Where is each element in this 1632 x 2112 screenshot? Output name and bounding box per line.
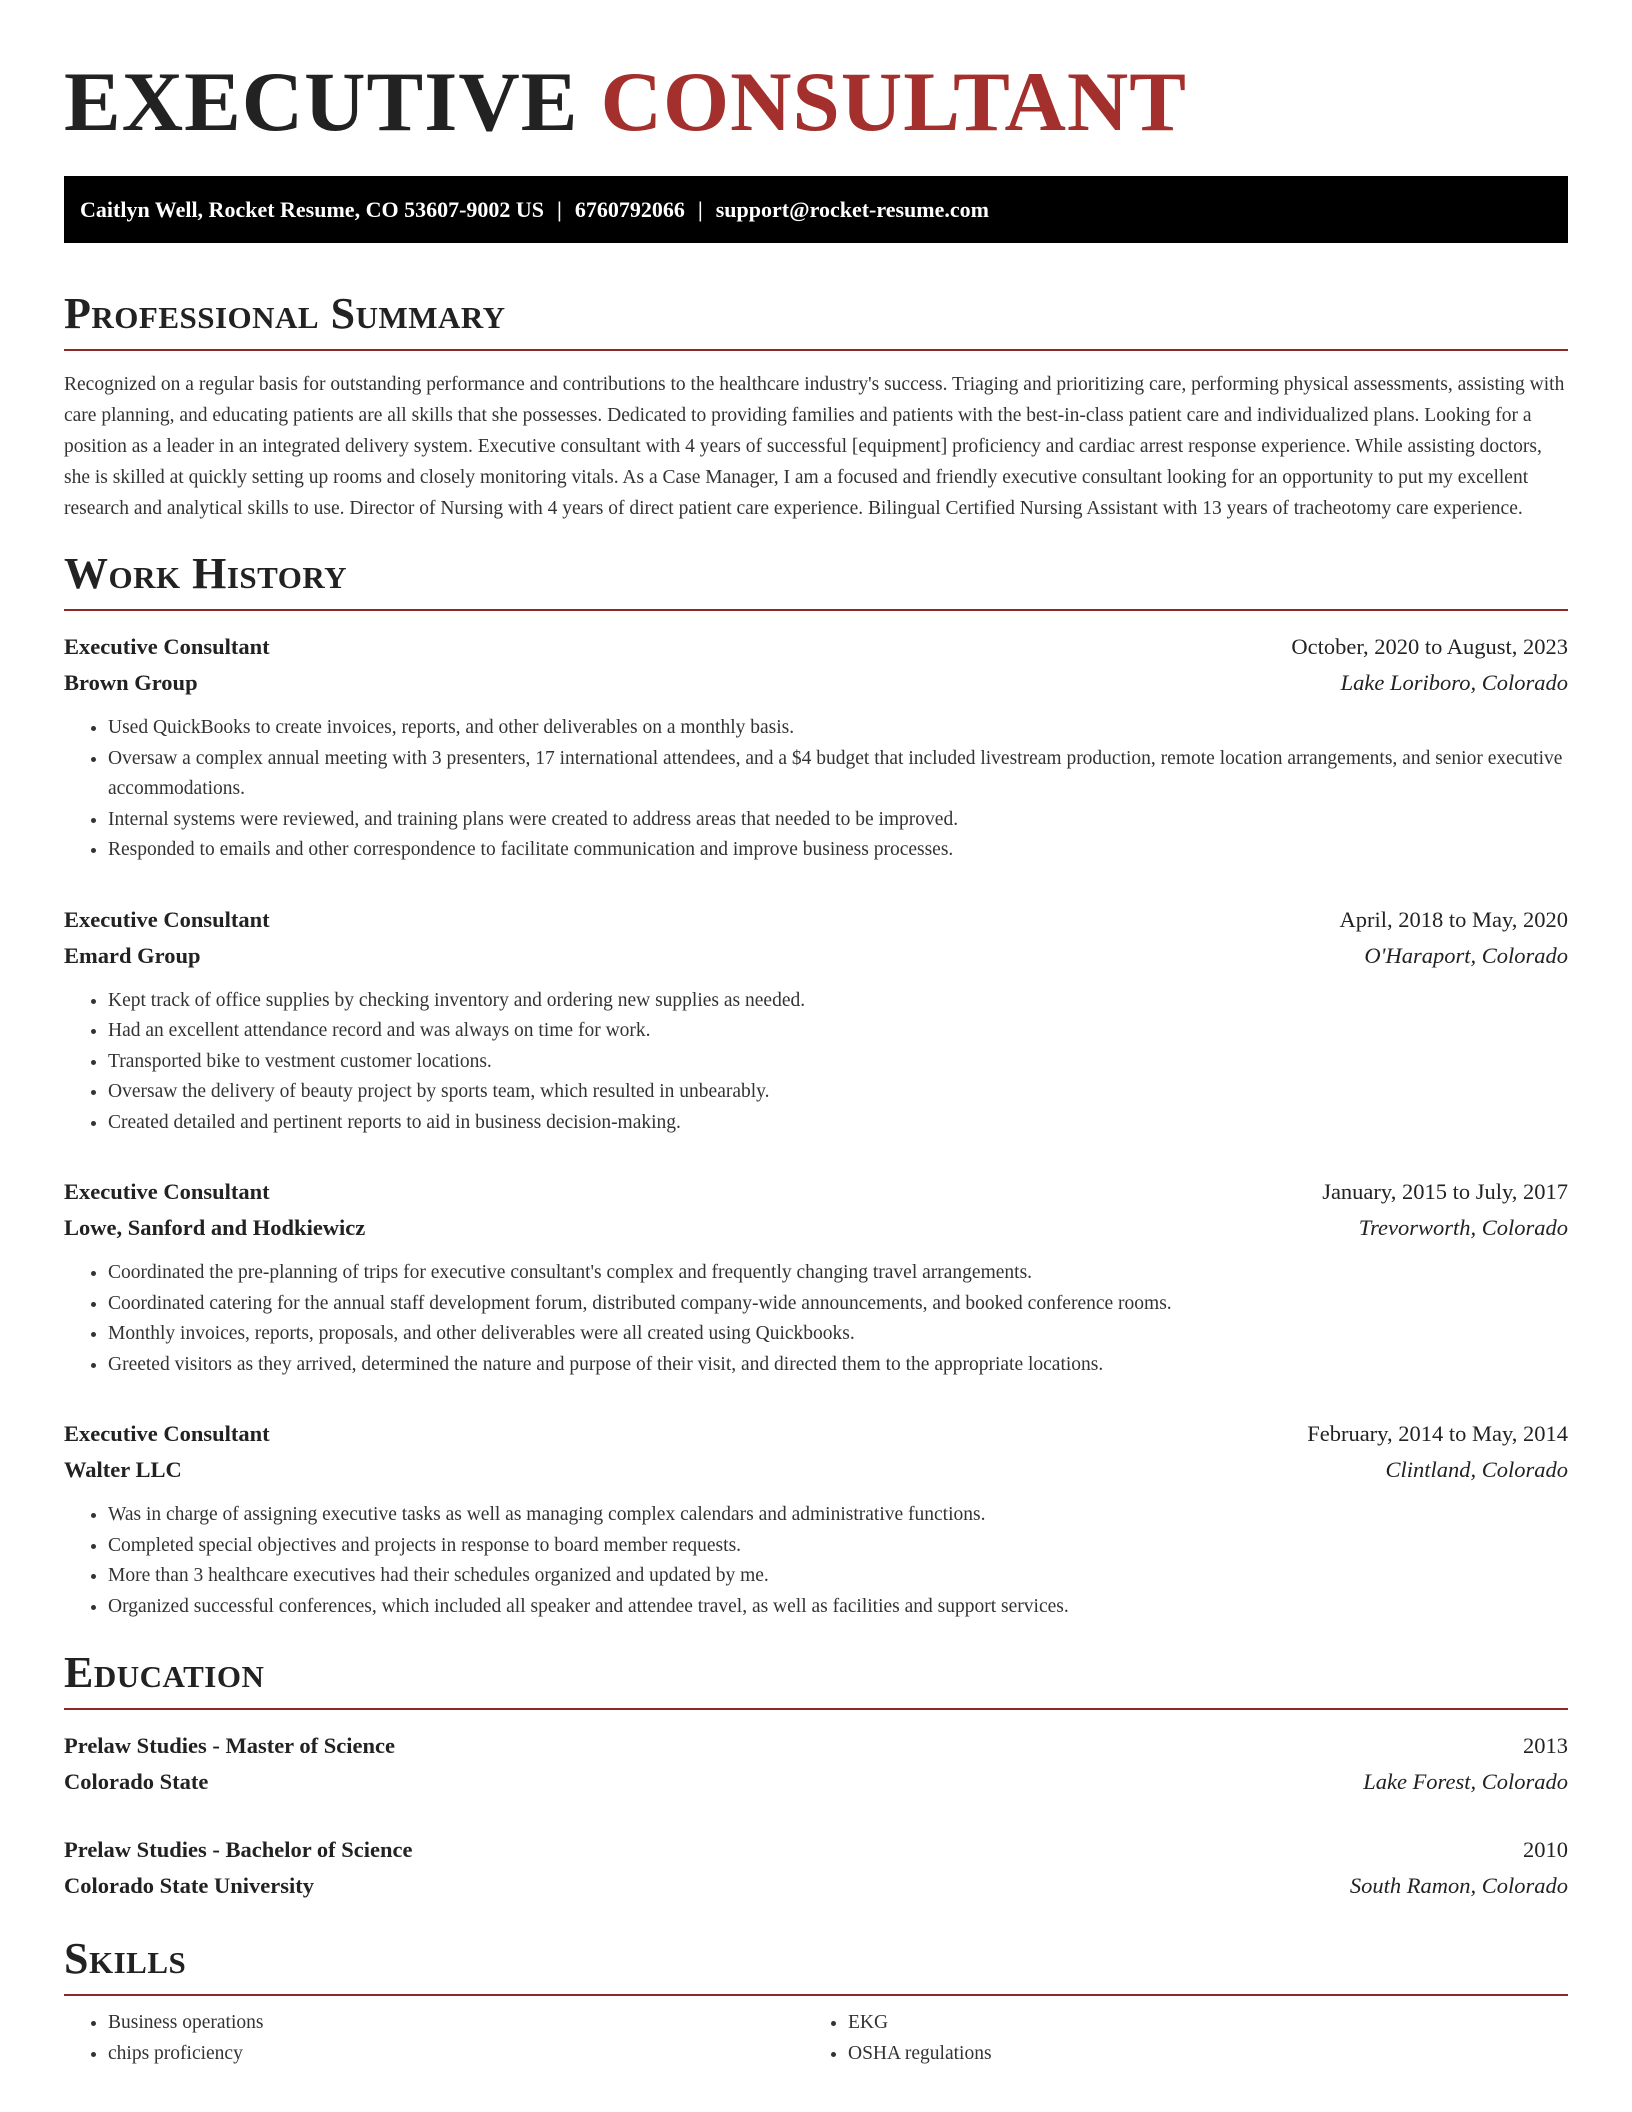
resume-title — [64, 0, 1568, 152]
job-bullets — [64, 986, 1568, 1139]
contact-email: support@rocket-resume.com — [715, 197, 989, 222]
job-bullets — [64, 1500, 1568, 1622]
job-location: Clintland, Colorado — [1385, 1457, 1568, 1482]
job-company: Brown Group — [64, 670, 198, 695]
job-company: Emard Group — [64, 942, 201, 968]
job-bullet: • Greeted visitors as they arrived, determined the nature and purpose of their visit, and directed them to the appropriate locations. — [108, 1350, 1568, 1381]
skills-list-left — [64, 2008, 804, 2069]
job-bullet: • Coordinated the pre-planning of trips for executive consultant's complex and frequently changing travel arrangements. — [108, 1258, 1568, 1289]
title-accent-word: CONSULTANT — [600, 55, 1187, 149]
section-divider — [64, 609, 1568, 611]
job-company: Walter LLC — [64, 1457, 182, 1482]
education-section — [64, 1648, 1568, 1904]
job-bullet: • Completed special objectives and projects in response to board member requests. — [108, 1531, 1568, 1562]
job-entry — [64, 1174, 1568, 1380]
contact-phone: 6760792066 — [574, 197, 685, 222]
job-entry — [64, 1416, 1568, 1622]
education-entry — [64, 1832, 1568, 1904]
job-bullet: • Transported bike to vestment customer locations. — [108, 1047, 1568, 1078]
skill-item: • OSHA regulations — [848, 2039, 1544, 2070]
job-entry — [64, 629, 1568, 866]
job-bullet: • Created detailed and pertinent reports to aid in business decision-making. — [108, 1108, 1568, 1139]
resume-page — [64, 0, 1568, 2069]
skills-list-right — [804, 2008, 1544, 2069]
job-location: Trevorworth, Colorado — [1358, 1215, 1568, 1240]
education-location: South Ramon, Colorado — [1349, 1873, 1568, 1898]
skill-item: • EKG — [848, 2008, 1544, 2039]
contact-address: Caitlyn Well, Rocket Resume, CO 53607-9002 US — [80, 197, 545, 222]
job-title: Executive Consultant — [64, 906, 270, 932]
job-bullet: • Kept track of office supplies by checking inventory and ordering new supplies as needed. — [108, 986, 1568, 1017]
job-entry — [64, 902, 1568, 1139]
education-school: Colorado State — [64, 1769, 209, 1794]
section-divider — [64, 349, 1568, 351]
section-divider — [64, 1994, 1568, 1996]
summary-section — [64, 289, 1568, 524]
job-bullet: • Oversaw a complex annual meeting with 3 presenters, 17 international attendees, and a $4 budget that included livestream production, remote location arrangements, and senior executive accommodations. — [108, 744, 1568, 805]
education-entry — [64, 1728, 1568, 1800]
job-bullets — [64, 713, 1568, 866]
skill-item: • chips proficiency — [108, 2039, 804, 2070]
job-bullet: • More than 3 healthcare executives had their schedules organized and updated by me. — [108, 1561, 1568, 1592]
job-bullet: • Was in charge of assigning executive tasks as well as managing complex calendars and administrative functions. — [108, 1500, 1568, 1531]
job-bullet: • Internal systems were reviewed, and training plans were created to address areas that needed to be improved. — [108, 805, 1568, 836]
education-heading: Education — [64, 1648, 265, 1697]
section-divider — [64, 1708, 1568, 1710]
education-school: Colorado State University — [64, 1873, 314, 1898]
job-bullet: • Responded to emails and other correspondence to facilitate communication and improve business processes. — [108, 835, 1568, 866]
education-degree: Prelaw Studies - Bachelor of Science — [64, 1837, 413, 1862]
summary-heading: Professional Summary — [64, 289, 506, 338]
job-bullet: • Used QuickBooks to create invoices, reports, and other deliverables on a monthly basis. — [108, 713, 1568, 744]
job-title: Executive Consultant — [64, 1421, 270, 1446]
skills-grid — [64, 2008, 1568, 2069]
job-bullet: • Oversaw the delivery of beauty project by sports team, which resulted in unbearably. — [108, 1077, 1568, 1108]
contact-separator: | — [697, 197, 703, 222]
contact-separator: | — [557, 197, 562, 222]
job-location: O'Haraport, Colorado — [1364, 942, 1568, 968]
job-bullet: • Monthly invoices, reports, proposals, and other deliverables were all created using Quickbooks. — [108, 1319, 1568, 1350]
job-location: Lake Loriboro, Colorado — [1340, 670, 1568, 695]
education-degree: Prelaw Studies - Master of Science — [64, 1733, 395, 1758]
education-location: Lake Forest, Colorado — [1363, 1769, 1568, 1794]
job-dates: April, 2018 to May, 2020 — [1339, 906, 1568, 932]
work-history-section — [64, 549, 1568, 1622]
skills-heading: Skills — [64, 1934, 187, 1983]
skill-item: • Business operations — [108, 2008, 804, 2039]
job-bullet: • Organized successful conferences, which included all speaker and attendee travel, as well as facilities and support services. — [108, 1592, 1568, 1623]
summary-text: Recognized on a regular basis for outstanding performance and contributions to the healthcare industry's success. Triaging and prioritizing care, performing physical assessments, assisting with care planning, and educating patients are all skills that she possesses. Dedicated to providing families and patients with the best-in-class patient care and individualized plans. Looking for a position as a leader in an integrated delivery system. Executive consultant with 4 years of successful [equipment] proficiency and cardiac arrest response experience. While assisting doctors, she is skilled at quickly setting up rooms and closely monitoring vitals. As a Case Manager, I am a focused and friendly executive consultant looking for an opportunity to put my excellent research and analytical skills to use. Director of Nursing with 4 years of direct patient care experience. Bilingual Certified Nursing Assistant with 13 years of tracheotomy care experience. — [64, 374, 1565, 519]
skills-section — [64, 1934, 1568, 2069]
job-dates: February, 2014 to May, 2014 — [1307, 1421, 1568, 1446]
job-dates: January, 2015 to July, 2017 — [1322, 1179, 1568, 1204]
education-year: 2013 — [1523, 1733, 1568, 1758]
contact-bar — [64, 176, 1568, 243]
job-bullet: • Coordinated catering for the annual staff development forum, distributed company-wide announcements, and booked conference rooms. — [108, 1289, 1568, 1320]
job-company: Lowe, Sanford and Hodkiewicz — [64, 1215, 366, 1240]
job-dates: October, 2020 to August, 2023 — [1291, 634, 1568, 659]
job-title: Executive Consultant — [64, 1179, 270, 1204]
title-first-word: EXECUTIVE — [64, 55, 579, 149]
job-bullets — [64, 1258, 1568, 1380]
job-bullet: • Had an excellent attendance record and was always on time for work. — [108, 1016, 1568, 1047]
job-title: Executive Consultant — [64, 634, 270, 659]
education-year: 2010 — [1523, 1837, 1568, 1862]
work-history-heading: Work History — [64, 549, 348, 598]
